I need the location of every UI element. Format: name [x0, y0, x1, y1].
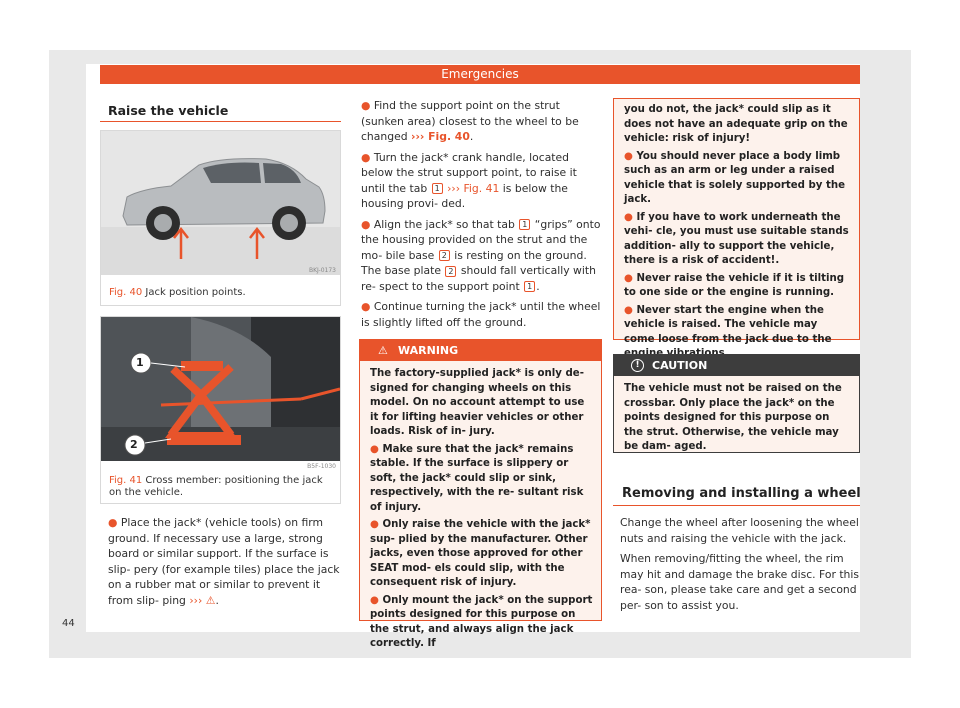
warning-body	[360, 361, 601, 658]
warning-text: you do not, the jack* could slip as it does not have an adequate grip on the vehicle: risk of injury!	[624, 104, 848, 144]
paragraph-text: Place the jack* (vehicle tools) on firm ground. If necessary use a large, strong board or similar support. If the surface is slip- pery (for example tiles) place the jack on a rubber mat or similar to prevent it from slip- ping	[108, 516, 340, 607]
caution-header	[614, 355, 859, 376]
warning-body	[614, 99, 859, 368]
item-text: Align the jack* so that tab	[373, 217, 515, 231]
item-text: should fall vertically with re- spect to the support point	[361, 264, 596, 293]
body-paragraph: Change the wheel after loosening the wheel nuts and raising the vehicle with the jack.	[620, 516, 859, 545]
warning-text: The factory-supplied jack* is only de- signed for changing wheels on this model. On no account attempt to use it for lifting heavier vehicles or other loads. Risk of in- jury.	[370, 368, 585, 437]
cross-ref[interactable]: ››› Fig. 40	[411, 130, 470, 143]
warning-title: WARNING	[398, 344, 459, 357]
section-title: Raise the vehicle	[108, 103, 229, 118]
warning-triangle-icon: ⚠	[378, 344, 388, 357]
bullet-icon: ●	[370, 519, 379, 530]
warning-item	[370, 443, 593, 516]
callout-tab: 1	[519, 219, 530, 230]
bullet-icon: ●	[361, 300, 371, 313]
figure-40	[100, 130, 341, 306]
warning-item-text: Never start the engine when the vehicle is raised. The vehicle may come loose from the jack due to the	[624, 304, 832, 345]
figure-code: BKJ-0173	[308, 267, 336, 274]
bullet-icon: ●	[361, 99, 371, 112]
warning-item	[624, 272, 851, 301]
chapter-header: Emergencies	[100, 65, 860, 84]
warning-item-text: Only raise the vehicle with the jack* sup- plied by the manufacturer. Other jacks, even those approved for other SEAT mod- els could slip, with the consequent risk of injury.	[370, 519, 591, 588]
cross-ref[interactable]: ›››	[189, 593, 203, 607]
figure-number: Fig. 41	[109, 475, 143, 486]
bullet-icon: ●	[624, 304, 633, 316]
warning-header	[360, 340, 601, 361]
item-text: is resting on the ground. The base plate	[361, 248, 587, 277]
caution-circle-icon: !	[631, 359, 644, 372]
bullet-icon: ●	[624, 211, 633, 223]
bullet-icon: ●	[361, 150, 371, 164]
item-text: is below the housing provi- ded.	[361, 181, 568, 210]
body-paragraph: When removing/fitting the wheel, the rim may hit and damage the brake disc. For this rea- son, please take care and get a second per- son to assist you.	[620, 552, 860, 612]
section-rule	[100, 121, 341, 122]
bullet-icon: ●	[370, 443, 379, 455]
bullet-icon: ●	[624, 272, 633, 284]
callout-tab: 2	[439, 250, 450, 261]
figure-caption-text: Jack position points.	[145, 287, 246, 298]
cross-ref[interactable]: ››› Fig. 41	[447, 181, 500, 195]
figure-caption	[109, 287, 246, 299]
instruction-paragraph: ● Place the jack* (vehicle tools) on firm ground. If necessary use a large, strong board or similar support. If the surface is slip- pery (for example tiles) place the jack on a rubber mat or similar to prevent it from slip- ping ››› ⚠.	[108, 516, 340, 607]
callout-2-label: 2	[130, 438, 138, 451]
item-text: Continue turning the jack* until the wheel is slightly lifted off the ground.	[361, 300, 601, 329]
section-title: Removing and installing a wheel	[622, 486, 861, 501]
warning-item-text: If you have to work underneath the vehi- cle, you must use suitable stands addition- ally to support the vehicle, there is a risk of accident!.	[624, 211, 849, 266]
list-item: ● Find the support point on the strut (sunken area) closest to the wheel to be changed ››› Fig. 40.	[361, 99, 579, 143]
warning-item-text: Never raise the vehicle if it is tilting to one side or the engine is running.	[624, 272, 845, 298]
warning-item	[370, 518, 593, 591]
warning-item	[624, 211, 851, 269]
figure-caption	[109, 475, 337, 499]
warning-item-text: Only mount the jack* on the support points designed for this purpose on the strut, and always align the jack correctly. If	[370, 594, 593, 649]
item-text: Find the support point on the strut (sunken area) closest to the wheel to be changed	[361, 99, 579, 143]
bullet-icon: ●	[361, 217, 371, 231]
callout-tab: 1	[432, 183, 443, 194]
list-item: ● Align the jack* so that tab 1 “grips” onto the housing provided on the strut and the mo- bile base 2 is resting on the ground. The base plate 2 should fall vertically with re- spect to the support point 1 .	[361, 217, 601, 293]
caution-title: CAUTION	[652, 359, 708, 372]
item-text: Turn the jack* crank handle, located below the strut support point, to raise it until the tab	[361, 150, 577, 195]
figure-caption-text: Cross member: positioning the jack on the vehicle.	[109, 475, 323, 498]
callout-tab: 1	[524, 281, 535, 292]
bullet-icon: ●	[624, 150, 633, 162]
warning-box	[359, 339, 602, 649]
figure-number: Fig. 40	[109, 287, 143, 298]
warning-item	[624, 150, 851, 208]
warning-triangle-icon: ⚠	[205, 593, 216, 607]
page-number: 44	[62, 618, 75, 629]
callout-1-label: 1	[136, 356, 144, 369]
figure-41	[100, 316, 341, 504]
warning-item-text: You should never place a body limb such as an arm or leg under a raised vehicle that is solely supported by the jack.	[624, 150, 845, 205]
caution-box	[613, 354, 860, 453]
callout-tab: 2	[445, 266, 456, 277]
car-side-image	[101, 131, 340, 275]
warning-item	[370, 594, 593, 652]
warning-box-continued	[613, 98, 860, 345]
section-rule	[613, 505, 860, 506]
instruction-list	[361, 98, 603, 330]
warning-item-text: Make sure that the jack* remains stable. If the surface is slippery or soft, the jack* could slip or sink, respectively, with the re- sultant risk of injury.	[370, 443, 584, 513]
list-item	[361, 150, 603, 212]
figure-code: B5F-1030	[307, 463, 336, 470]
bullet-icon: ●	[108, 516, 118, 529]
caution-text: The vehicle must not be raised on the crossbar. Only place the jack* on the points designed for this purpose on the strut. Otherwise, the vehicle may be dam- aged.	[624, 383, 842, 452]
warning-item	[624, 304, 851, 362]
bullet-icon: ●	[370, 594, 379, 606]
list-item	[361, 299, 603, 330]
item-text: “grips” onto the housing provided on the strut and the mo- bile base	[361, 217, 601, 262]
